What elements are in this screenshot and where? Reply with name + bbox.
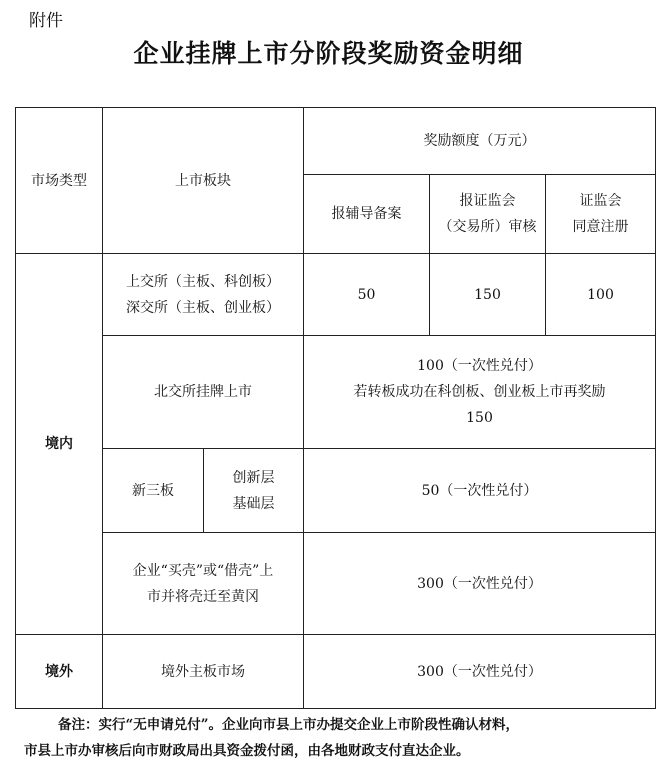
board-overseas-main: 境外主板市场 (103, 635, 304, 709)
market-type-overseas: 境外 (16, 635, 103, 709)
reward-bse-line2: 若转板成功在科创板、创业板上市再奖励 (353, 384, 606, 400)
market-type-domestic: 境内 (16, 254, 103, 635)
board-backdoor-line2: 市并将壳迁至黄冈 (147, 588, 259, 605)
board-szse-line: 深交所（主板、创业板） (126, 299, 280, 316)
reward-neeq: 50（一次性兑付） (304, 449, 656, 533)
header-reward-amount: 奖励额度（万元） (304, 108, 656, 175)
footnote (24, 712, 644, 764)
table-row (16, 533, 656, 635)
header-board: 上市板块 (103, 108, 304, 254)
table-row (16, 449, 656, 533)
board-neeq: 新三板 (103, 449, 204, 533)
reward-bse (304, 336, 656, 449)
reward-table (15, 107, 656, 709)
reward-backdoor-listing: 300（一次性兑付） (304, 533, 656, 635)
header-stage-registration (546, 175, 656, 254)
board-sse-line: 上交所（主板、科创板） (126, 273, 280, 290)
table-row (16, 336, 656, 449)
reward-overseas: 300（一次性兑付） (304, 635, 656, 709)
attachment-label: 附件 (29, 11, 63, 31)
header-stage-review-line1: 报证监会 (459, 193, 516, 209)
reward-stage-review: 150 (430, 254, 546, 336)
header-stage-registration-line1: 证监会 (579, 193, 622, 209)
header-stage-review-line2: （交易所）审核 (438, 219, 537, 235)
reward-stage-registration: 100 (546, 254, 656, 336)
page-title: 企业挂牌上市分阶段奖励资金明细 (133, 39, 524, 68)
header-stage-review (430, 175, 546, 254)
board-bse: 北交所挂牌上市 (103, 336, 304, 449)
neeq-layer-innovation: 创新层 (232, 469, 275, 486)
board-sse-szse (103, 254, 304, 336)
board-backdoor-line1: 企业“买壳”或“借壳”上 (132, 562, 274, 579)
header-stage-registration-line2: 同意注册 (572, 219, 629, 235)
header-stage-filing: 报辅导备案 (304, 175, 430, 254)
reward-bse-line3: 150 (466, 410, 493, 426)
table-header-row (16, 108, 656, 175)
footnote-line2: 市县上市办审核后向市财政局出具资金拨付函，由各地财政支付直达企业。 (24, 743, 470, 759)
neeq-layers (204, 449, 304, 533)
reward-bse-line1: 100（一次性兑付） (417, 358, 542, 374)
reward-stage-filing: 50 (304, 254, 430, 336)
table-row (16, 254, 656, 336)
board-backdoor-listing (103, 533, 304, 635)
neeq-layer-basic: 基础层 (232, 495, 275, 512)
footnote-line1: 备注：实行“无申请兑付”。企业向市县上市办提交企业上市阶段性确认材料， (58, 717, 520, 733)
table-row (16, 635, 656, 709)
header-market-type: 市场类型 (16, 108, 103, 254)
